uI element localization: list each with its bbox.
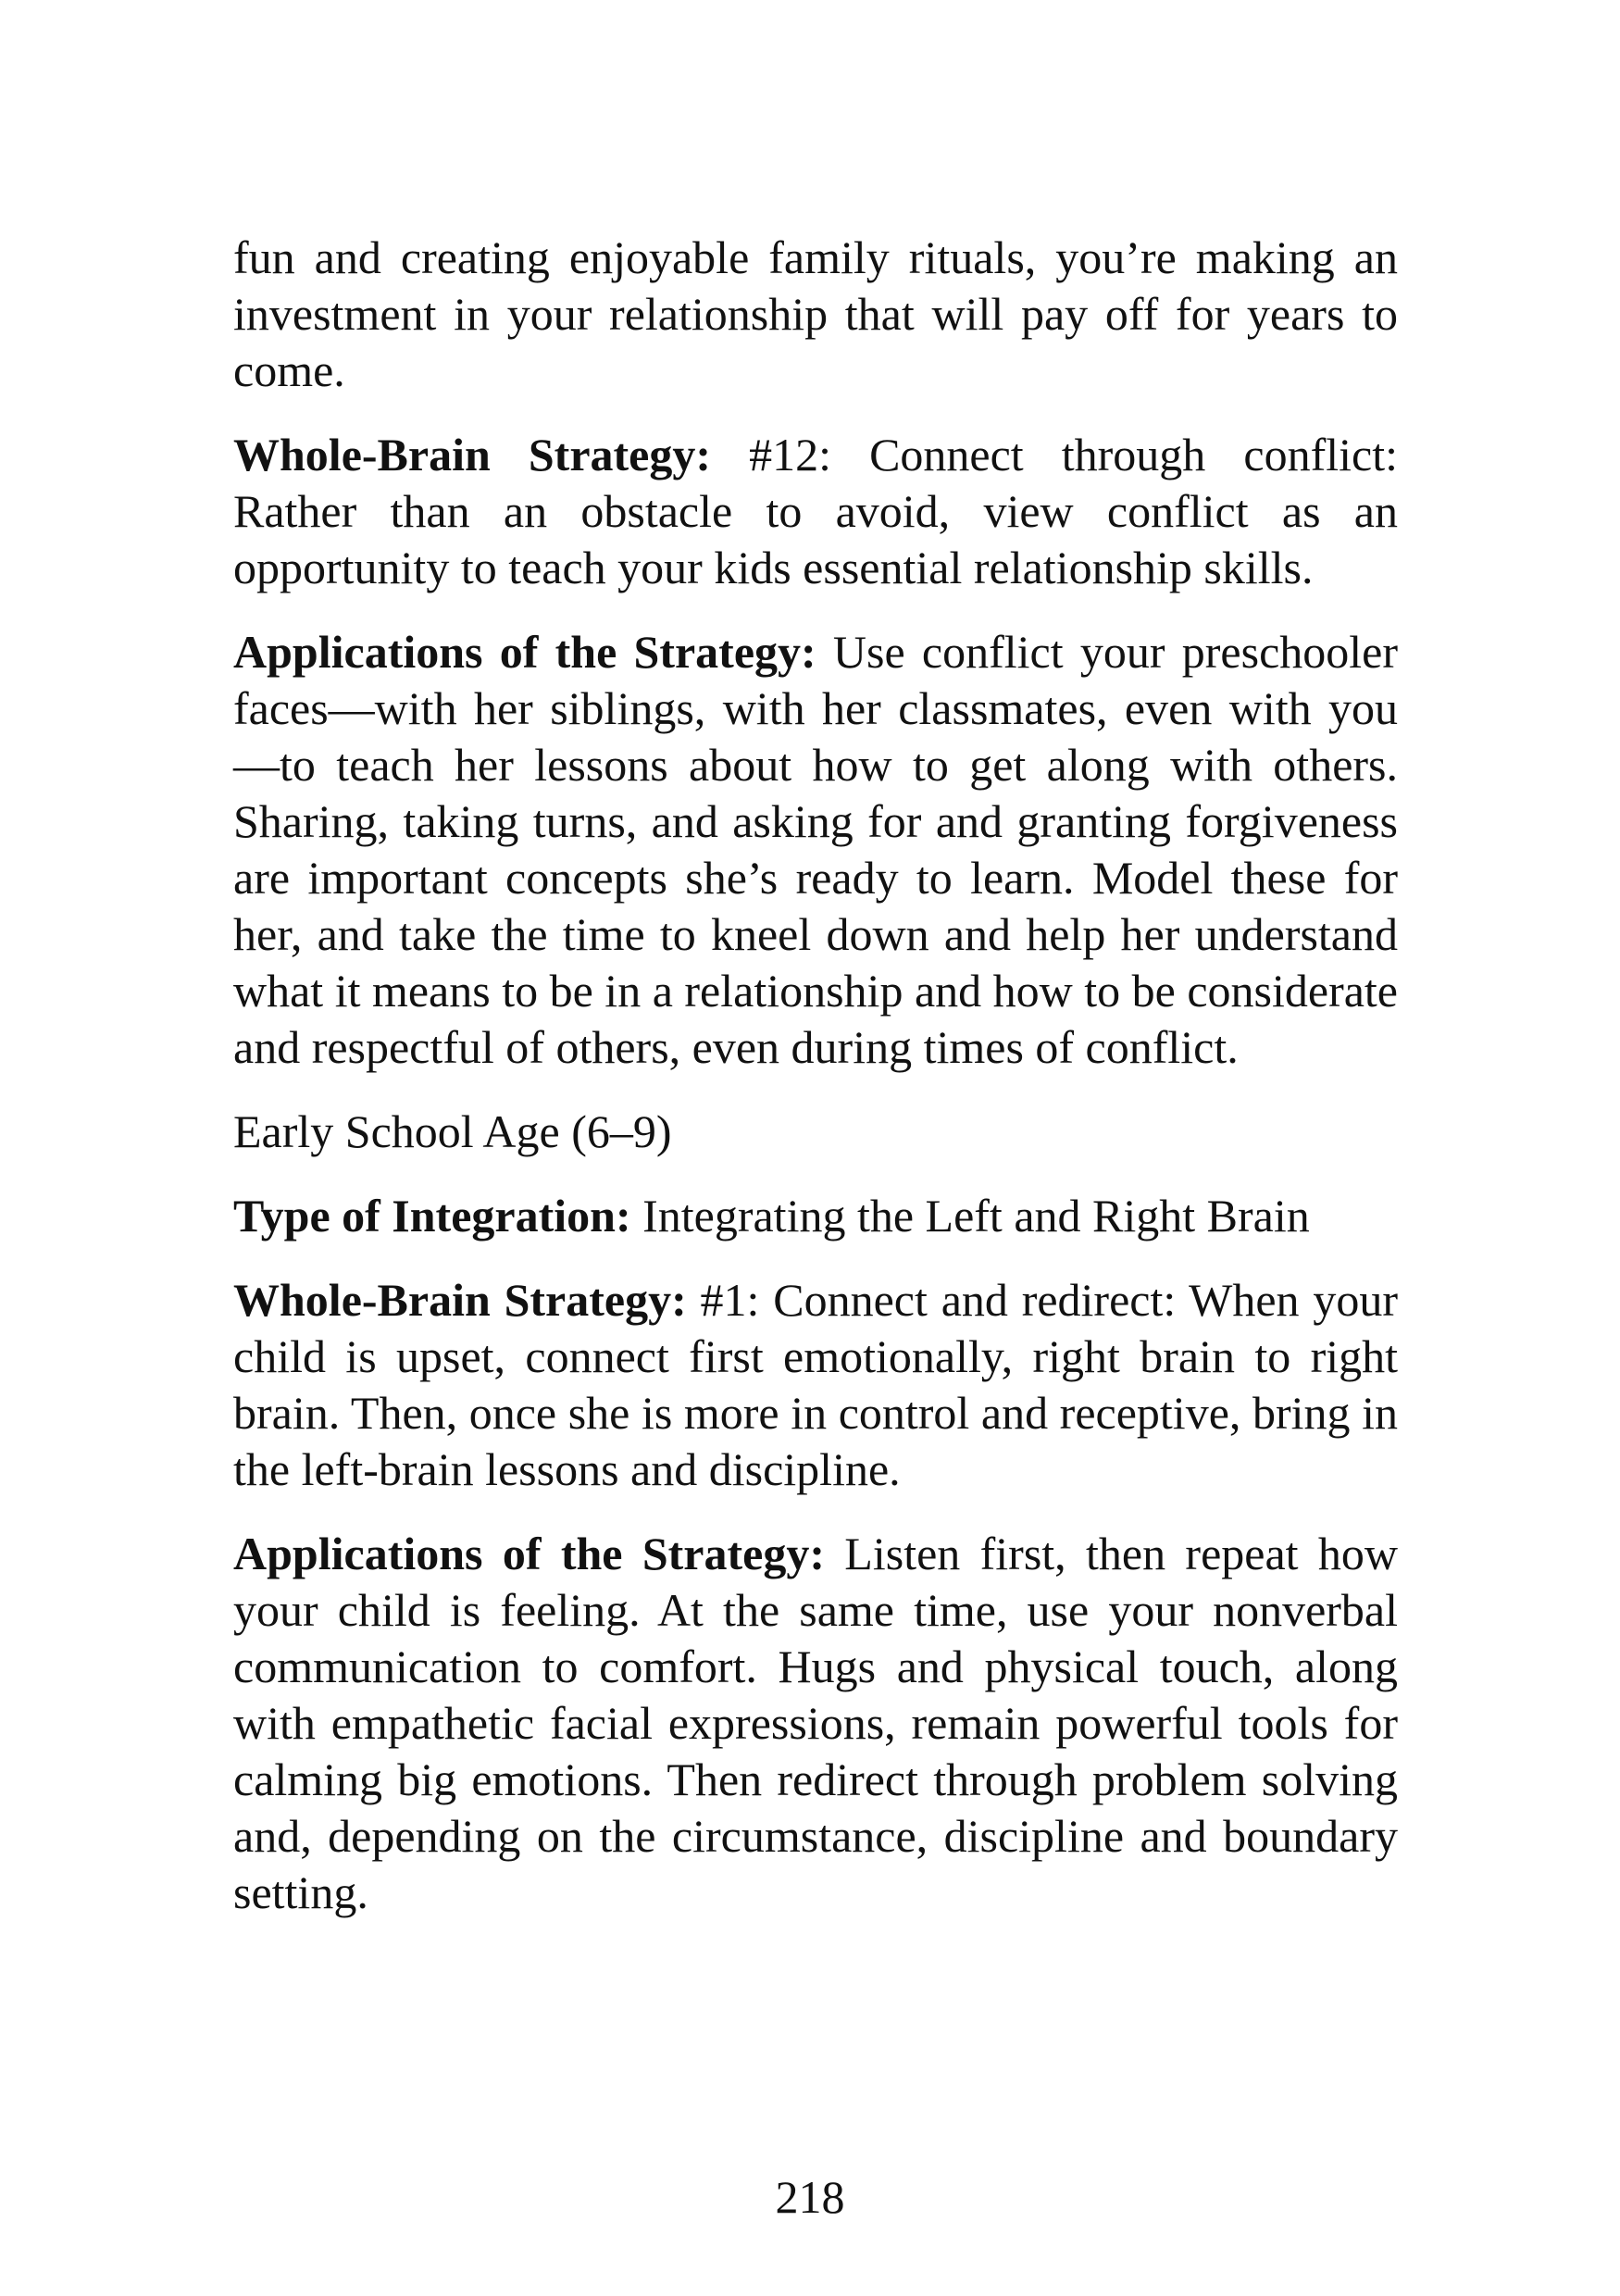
- paragraph-ritual-investment: [233, 230, 1398, 399]
- paragraph-text: Use conflict your preschooler faces—with her siblings, with her classmates, even with you—to teach her lessons about how to get along with others. Sharing, taking turns, and asking for and granting forgiveness are important concepts she’s ready to learn. Model these for her, and take the time to kneel down and help her understand what it means to be in a relationship and how to be considerate and respectful of others, even during times of conflict.: [233, 626, 1398, 1073]
- paragraph-text: #1: Connect and redirect: When your child is upset, connect first emotionally, right brain to right brain. Then, once she is more in control and receptive, bring in the left-brain lessons and discipline.: [233, 1274, 1398, 1495]
- paragraph-label: Whole-Brain Strategy:: [233, 1274, 687, 1326]
- paragraph-text: Integrating the Left and Right Brain: [630, 1190, 1310, 1242]
- paragraph-integration-type: [233, 1188, 1398, 1244]
- paragraph-strategy-1: [233, 1272, 1398, 1498]
- paragraph-label: Applications of the Strategy:: [233, 1528, 825, 1579]
- paragraph-label: Applications of the Strategy:: [233, 626, 816, 678]
- paragraph-applications-1: [233, 1526, 1398, 1921]
- paragraph-label: Whole-Brain Strategy:: [233, 429, 712, 480]
- section-heading-early-school-age: [233, 1104, 1398, 1160]
- paragraph-text: #12: Connect through conflict: Rather than an obstacle to avoid, view conflict as an opportunity to teach your kids essential relationship skills.: [233, 429, 1398, 593]
- paragraph-strategy-12: [233, 427, 1398, 596]
- paragraph-text: Early School Age (6–9): [233, 1105, 672, 1157]
- paragraph-label: Type of Integration:: [233, 1190, 631, 1242]
- paragraph-applications-12: [233, 624, 1398, 1076]
- paragraph-text: Listen first, then repeat how your child is feeling. At the same time, use your nonverbal communication to comfort. Hugs and physical touch, along with empathetic facial expressions, remain powerful tools for calming big emotions. Then redirect through problem solving and, depending on the circumstance, discipline and boundary setting.: [233, 1528, 1398, 1918]
- paragraph-text: fun and creating enjoyable family rituals, you’re making an investment in your relationship that will pay off for years to come.: [233, 231, 1398, 396]
- body-text: [233, 230, 1398, 1949]
- page-number: 218: [775, 2171, 845, 2223]
